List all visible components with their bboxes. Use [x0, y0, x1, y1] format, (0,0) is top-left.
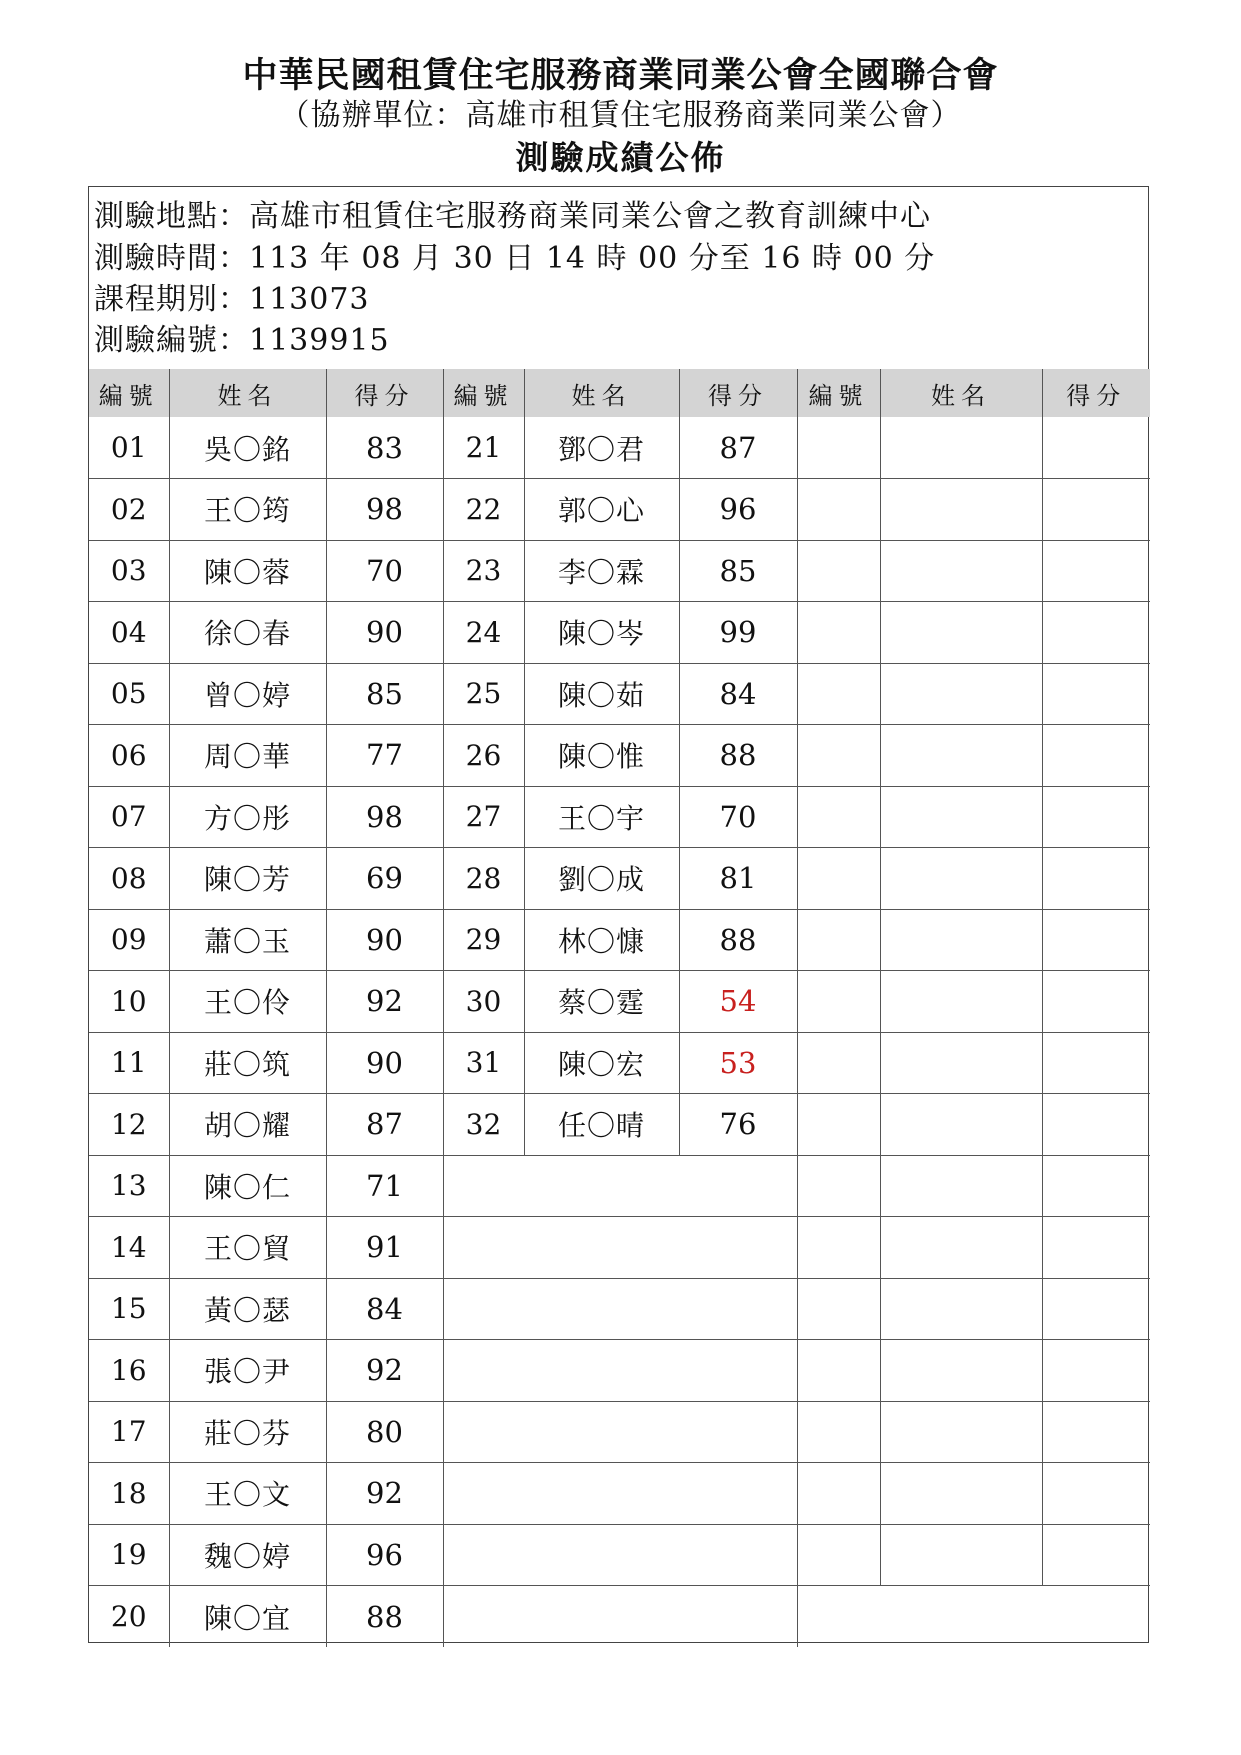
cell-empty: [880, 1340, 1042, 1402]
cell-empty: [880, 909, 1042, 971]
cell-empty: [797, 1094, 880, 1156]
cell-number: 27: [443, 786, 524, 848]
cell-name: 曾〇婷: [169, 663, 326, 725]
cell-number: 17: [89, 1401, 169, 1463]
cell-number: 12: [89, 1094, 169, 1156]
cell-empty: [1042, 540, 1150, 602]
cell-empty: [797, 971, 880, 1033]
cell-number: 08: [89, 848, 169, 910]
cell-empty: [880, 1032, 1042, 1094]
cell-empty: [880, 663, 1042, 725]
cell-number: 29: [443, 909, 524, 971]
column-header-name: 姓名: [524, 369, 679, 417]
cell-name: 劉〇成: [524, 848, 679, 910]
cell-number: 15: [89, 1278, 169, 1340]
table-row: [89, 602, 1150, 664]
cell-empty: [1042, 1401, 1150, 1463]
cell-name: 鄧〇君: [524, 417, 679, 479]
table-row: [89, 971, 1150, 1033]
table-body: [89, 417, 1150, 1647]
table-row: [89, 909, 1150, 971]
cell-number: 24: [443, 602, 524, 664]
cell-score: 84: [326, 1278, 443, 1340]
cell-name: 王〇文: [169, 1463, 326, 1525]
cell-name: 莊〇芬: [169, 1401, 326, 1463]
cell-score: 70: [326, 540, 443, 602]
score-table: [89, 369, 1150, 1647]
table-row: [89, 786, 1150, 848]
cell-empty: [880, 848, 1042, 910]
cell-number: 32: [443, 1094, 524, 1156]
cell-number: 01: [89, 417, 169, 479]
cell-number: 19: [89, 1524, 169, 1586]
cell-number: 13: [89, 1155, 169, 1217]
cell-empty: [1042, 1155, 1150, 1217]
cell-score: 88: [326, 1586, 443, 1648]
cell-name: 王〇筠: [169, 479, 326, 541]
cell-score: 92: [326, 1340, 443, 1402]
column-header-score: 得分: [1042, 369, 1150, 417]
cell-score: 85: [326, 663, 443, 725]
cell-empty: [797, 417, 880, 479]
table-row: [89, 1401, 1150, 1463]
cell-empty: [797, 479, 880, 541]
cell-empty: [443, 1217, 797, 1279]
cell-number: 14: [89, 1217, 169, 1279]
table-row: [89, 1586, 1150, 1648]
cell-name: 王〇伶: [169, 971, 326, 1033]
cell-name: 張〇尹: [169, 1340, 326, 1402]
column-header-score: 得分: [326, 369, 443, 417]
cell-empty: [880, 971, 1042, 1033]
cell-empty: [1042, 417, 1150, 479]
cell-number: 02: [89, 479, 169, 541]
cell-empty: [797, 540, 880, 602]
cell-score: 69: [326, 848, 443, 910]
cell-number: 20: [89, 1586, 169, 1648]
cell-name: 蔡〇霆: [524, 971, 679, 1033]
cell-empty: [443, 1401, 797, 1463]
cell-number: 03: [89, 540, 169, 602]
cell-number: 07: [89, 786, 169, 848]
cell-empty: [797, 1217, 880, 1279]
cell-number: 25: [443, 663, 524, 725]
cell-name: 吳〇銘: [169, 417, 326, 479]
cell-number: 30: [443, 971, 524, 1033]
cell-empty: [1042, 786, 1150, 848]
cell-name: 陳〇宜: [169, 1586, 326, 1648]
cell-empty: [443, 1155, 797, 1217]
table-row: [89, 1278, 1150, 1340]
cell-empty: [797, 1524, 880, 1586]
cell-empty: [797, 1401, 880, 1463]
cell-name: 陳〇茹: [524, 663, 679, 725]
cell-empty: [880, 786, 1042, 848]
cell-score: 77: [326, 725, 443, 787]
results-sheet: [88, 186, 1149, 1643]
cell-score: 98: [326, 786, 443, 848]
exam-time: 測驗時間：113 年 08 月 30 日 14 時 00 分至 16 時 00 分: [94, 241, 936, 276]
cell-name: 陳〇宏: [524, 1032, 679, 1094]
cell-name: 王〇宇: [524, 786, 679, 848]
cell-number: 26: [443, 725, 524, 787]
cell-score: 87: [326, 1094, 443, 1156]
cell-empty: [880, 602, 1042, 664]
cell-number: 18: [89, 1463, 169, 1525]
cell-score: 98: [326, 479, 443, 541]
cell-score: 85: [679, 540, 797, 602]
exam-number: 測驗編號：1139915: [94, 323, 390, 358]
cell-number: 11: [89, 1032, 169, 1094]
cell-name: 黃〇瑟: [169, 1278, 326, 1340]
cell-score: 53: [679, 1032, 797, 1094]
column-header-name: 姓名: [880, 369, 1042, 417]
cell-score: 76: [679, 1094, 797, 1156]
cell-name: 郭〇心: [524, 479, 679, 541]
cell-empty: [797, 786, 880, 848]
cell-name: 陳〇仁: [169, 1155, 326, 1217]
cell-empty: [1042, 1094, 1150, 1156]
document-title: 中華民國租賃住宅服務商業同業公會全國聯合會: [242, 55, 999, 96]
table-row: [89, 663, 1150, 725]
cell-empty: [1042, 479, 1150, 541]
cell-empty: [1042, 1032, 1150, 1094]
cell-empty: [880, 417, 1042, 479]
cell-empty: [797, 602, 880, 664]
cell-empty: [797, 1340, 880, 1402]
cell-empty: [1042, 602, 1150, 664]
cell-name: 方〇彤: [169, 786, 326, 848]
cell-number: 09: [89, 909, 169, 971]
table-row: [89, 540, 1150, 602]
cell-number: 31: [443, 1032, 524, 1094]
cell-name: 林〇慷: [524, 909, 679, 971]
cell-score: 90: [326, 1032, 443, 1094]
cell-number: 05: [89, 663, 169, 725]
cell-empty: [880, 1217, 1042, 1279]
cell-empty: [880, 1094, 1042, 1156]
cell-empty: [797, 909, 880, 971]
cell-empty: [1042, 1278, 1150, 1340]
cell-name: 胡〇耀: [169, 1094, 326, 1156]
cell-name: 莊〇筑: [169, 1032, 326, 1094]
cell-empty: [880, 1155, 1042, 1217]
cell-empty: [1042, 1340, 1150, 1402]
cell-empty: [1042, 1463, 1150, 1525]
column-header-no: 編號: [797, 369, 880, 417]
cell-empty: [1042, 971, 1150, 1033]
cell-empty: [1042, 1524, 1150, 1586]
cell-name: 周〇華: [169, 725, 326, 787]
cell-empty: [880, 1463, 1042, 1525]
cell-score: 96: [679, 479, 797, 541]
cell-empty: [797, 663, 880, 725]
cell-empty: [1042, 725, 1150, 787]
table-row: [89, 1340, 1150, 1402]
cell-score: 80: [326, 1401, 443, 1463]
cell-name: 陳〇岑: [524, 602, 679, 664]
cell-score: 87: [679, 417, 797, 479]
table-row: [89, 1217, 1150, 1279]
cell-empty: [1042, 663, 1150, 725]
cell-name: 陳〇芳: [169, 848, 326, 910]
table-row: [89, 1094, 1150, 1156]
cell-name: 王〇貿: [169, 1217, 326, 1279]
cell-empty: [880, 1401, 1042, 1463]
document-subtitle: （協辦單位：高雄市租賃住宅服務商業同業公會）: [279, 98, 962, 133]
document-heading: 測驗成績公佈: [515, 138, 726, 177]
cell-empty: [797, 1032, 880, 1094]
cell-empty: [1042, 1217, 1150, 1279]
cell-empty: [1042, 909, 1150, 971]
cell-score: 70: [679, 786, 797, 848]
cell-number: 28: [443, 848, 524, 910]
table-row: [89, 1155, 1150, 1217]
cell-name: 李〇霖: [524, 540, 679, 602]
cell-score: 92: [326, 971, 443, 1033]
cell-name: 徐〇春: [169, 602, 326, 664]
cell-score: 83: [326, 417, 443, 479]
cell-number: 21: [443, 417, 524, 479]
cell-score: 90: [326, 602, 443, 664]
cell-empty: [1042, 848, 1150, 910]
table-row: [89, 1032, 1150, 1094]
cell-empty: [443, 1524, 797, 1586]
table-row: [89, 417, 1150, 479]
cell-score: 96: [326, 1524, 443, 1586]
cell-empty: [880, 479, 1042, 541]
cell-name: 魏〇婷: [169, 1524, 326, 1586]
cell-score: 54: [679, 971, 797, 1033]
cell-empty: [443, 1586, 797, 1648]
cell-score: 88: [679, 909, 797, 971]
cell-number: 23: [443, 540, 524, 602]
cell-empty: [797, 725, 880, 787]
cell-empty: [443, 1278, 797, 1340]
exam-location: 測驗地點：高雄市租賃住宅服務商業同業公會之教育訓練中心: [94, 199, 931, 234]
cell-score: 84: [679, 663, 797, 725]
table-row: [89, 1463, 1150, 1525]
cell-score: 92: [326, 1463, 443, 1525]
cell-empty: [880, 725, 1042, 787]
cell-name: 陳〇惟: [524, 725, 679, 787]
table-row: [89, 725, 1150, 787]
cell-name: 陳〇蓉: [169, 540, 326, 602]
cell-empty: [797, 1155, 880, 1217]
cell-name: 任〇晴: [524, 1094, 679, 1156]
course-period: 課程期別：113073: [94, 282, 370, 317]
cell-number: 06: [89, 725, 169, 787]
cell-empty: [797, 1278, 880, 1340]
cell-empty: [797, 1463, 880, 1525]
column-header-no: 編號: [443, 369, 524, 417]
exam-info-box: [89, 187, 1148, 370]
cell-number: 04: [89, 602, 169, 664]
cell-empty: [443, 1340, 797, 1402]
cell-score: 71: [326, 1155, 443, 1217]
cell-empty: [880, 1524, 1042, 1586]
table-row: [89, 1524, 1150, 1586]
cell-number: 16: [89, 1340, 169, 1402]
column-header-name: 姓名: [169, 369, 326, 417]
cell-empty: [797, 1586, 1150, 1648]
table-row: [89, 479, 1150, 541]
cell-score: 90: [326, 909, 443, 971]
table-header-row: [89, 369, 1150, 417]
cell-number: 10: [89, 971, 169, 1033]
cell-score: 91: [326, 1217, 443, 1279]
column-header-score: 得分: [679, 369, 797, 417]
cell-name: 蕭〇玉: [169, 909, 326, 971]
cell-score: 81: [679, 848, 797, 910]
cell-empty: [797, 848, 880, 910]
cell-empty: [880, 1278, 1042, 1340]
cell-score: 99: [679, 602, 797, 664]
column-header-no: 編號: [89, 369, 169, 417]
cell-score: 88: [679, 725, 797, 787]
cell-empty: [443, 1463, 797, 1525]
table-row: [89, 848, 1150, 910]
cell-empty: [880, 540, 1042, 602]
cell-number: 22: [443, 479, 524, 541]
